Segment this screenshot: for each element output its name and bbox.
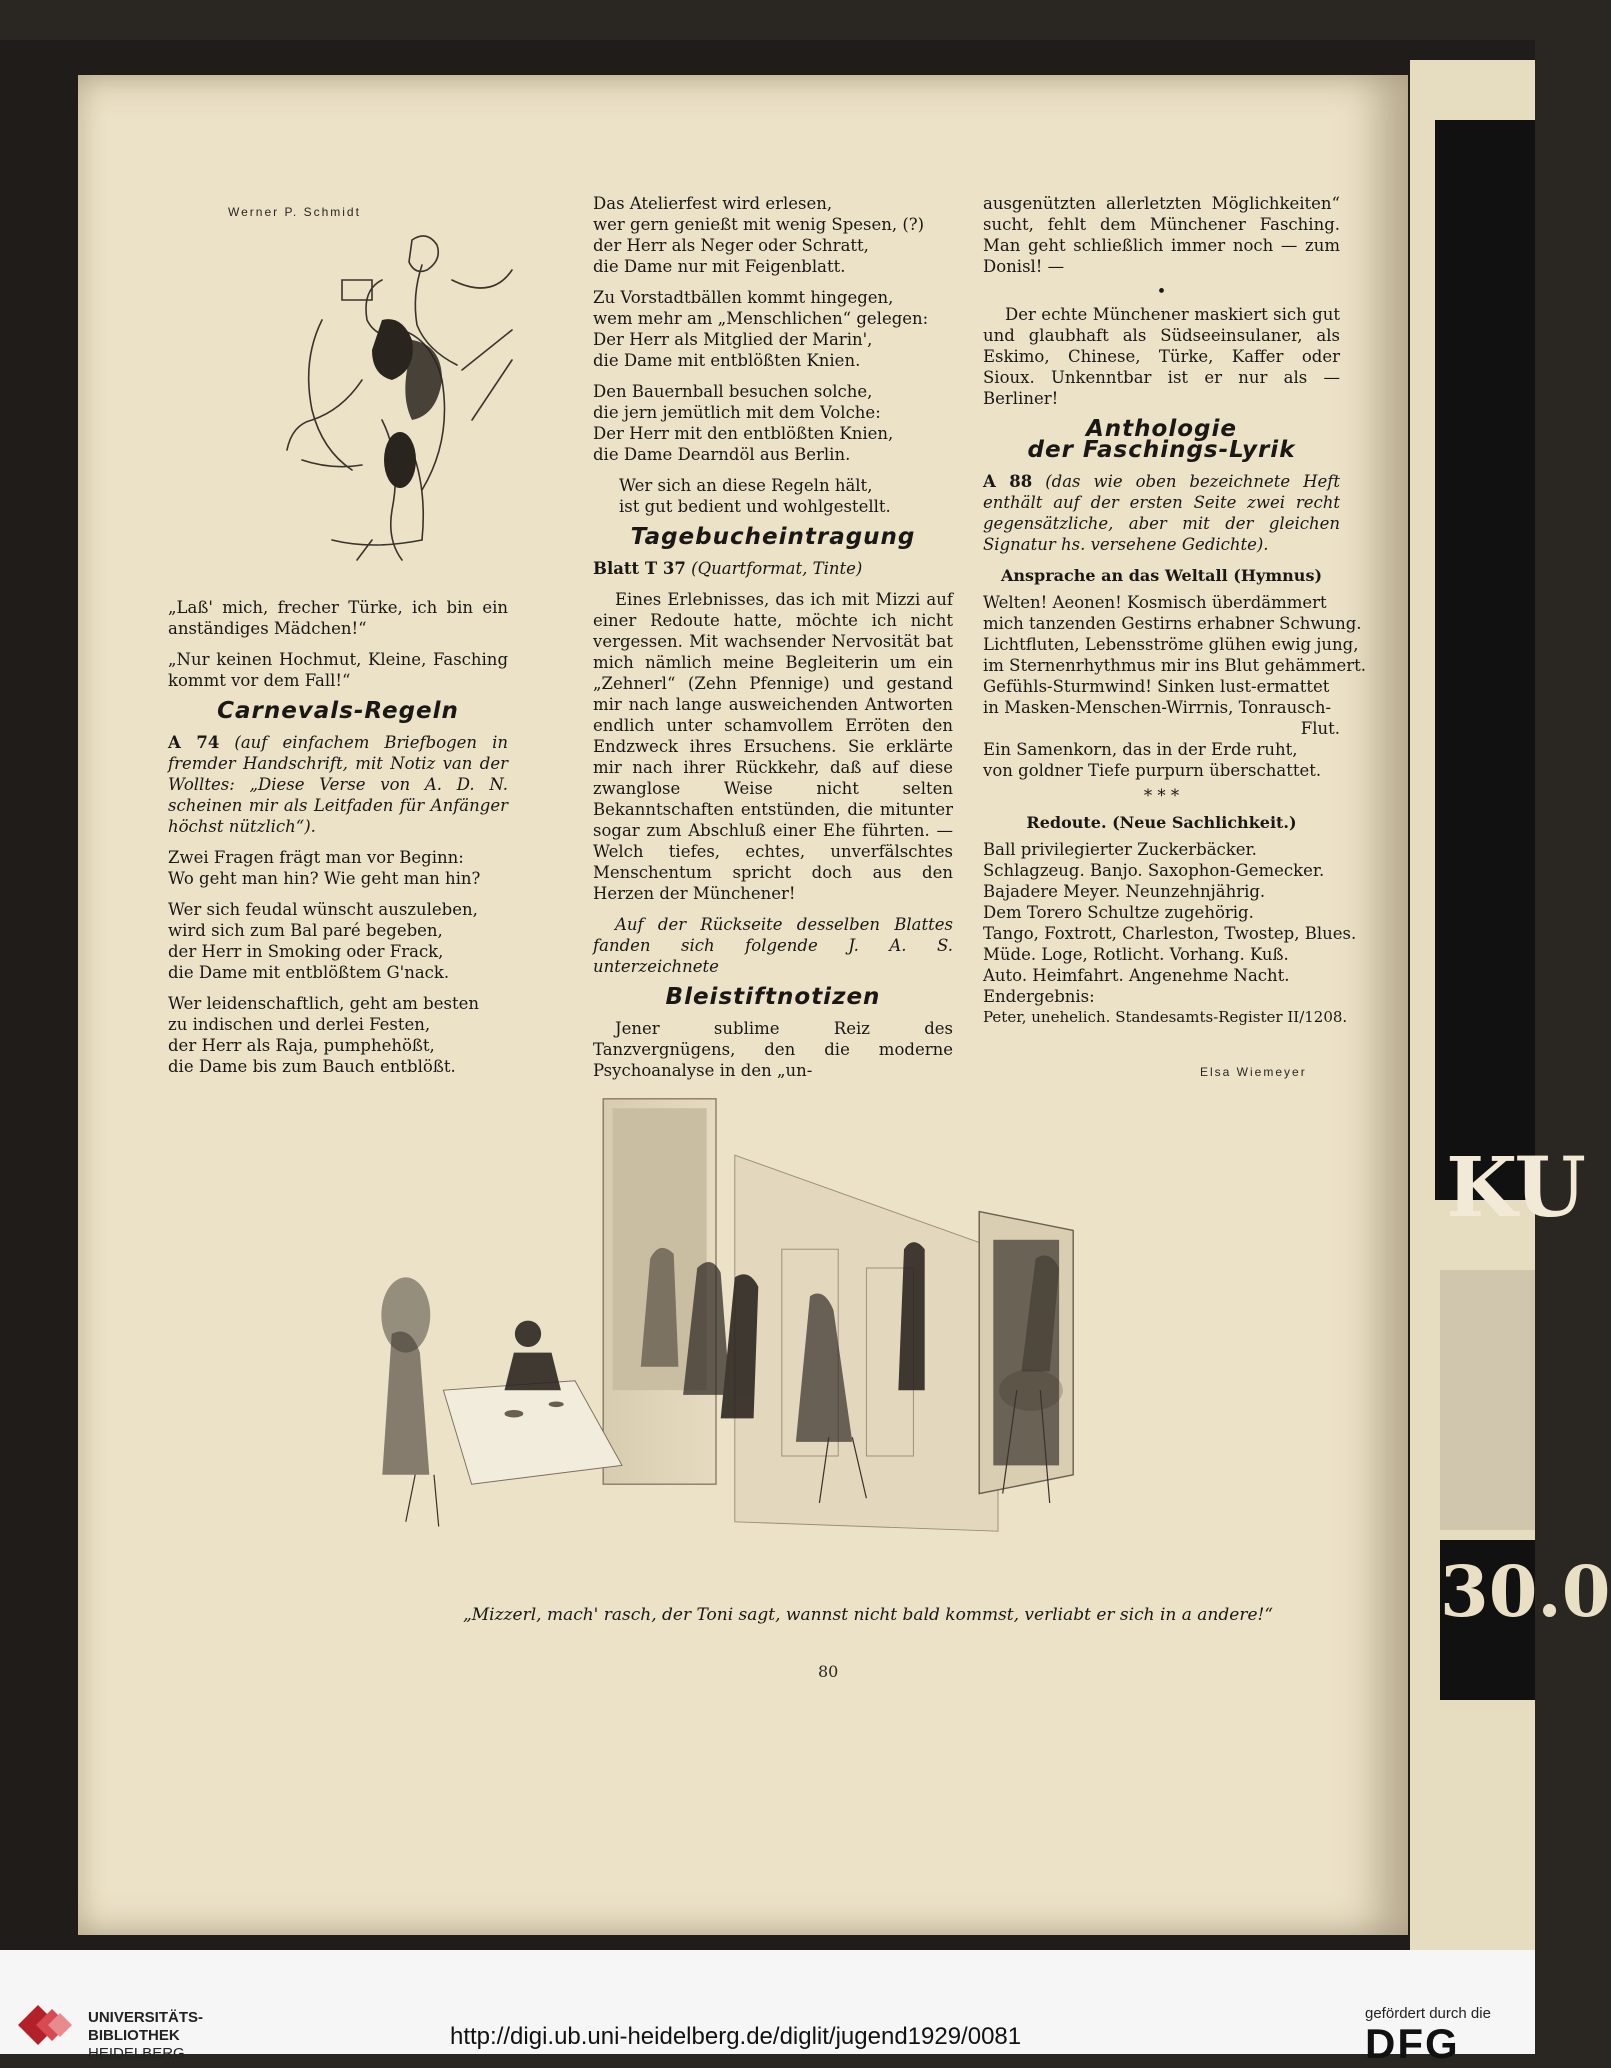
verse-group-3: [593, 381, 953, 465]
artist-credit-left: Werner P. Schmidt: [228, 205, 361, 219]
verse-line: der Herr als Neger oder Schratt,: [593, 236, 869, 255]
poem-line: in Masken-Menschen-Wirrnis, Tonrausch-: [983, 698, 1332, 717]
bullet-separator: •: [1156, 282, 1167, 301]
heading-bleistiftnotizen: Bleistiftnotizen: [665, 984, 881, 1010]
university-name: [88, 2009, 203, 2063]
verse-line: Wer leidenschaftlich, geht am besten: [168, 994, 479, 1013]
poem-line: Peter, unehelich. Standesamts-Register II/1208.: [983, 1008, 1348, 1026]
verse-group-1: [593, 193, 953, 277]
poem-redoute: [983, 839, 1357, 1028]
verse-line: ist gut bedient und wohlgestellt.: [619, 497, 891, 516]
poem-line: Lichtfluten, Lebensströme glühen ewig jung,: [983, 635, 1359, 654]
poem-line: Gefühls-Sturmwind! Sinken lust-ermattet: [983, 677, 1330, 696]
poem-line: mich tanzenden Gestirns erhabner Schwung.: [983, 614, 1362, 633]
verse-line: wem mehr am „Menschlichen“ gelegen:: [593, 309, 929, 328]
heading-carnevals-regeln: Carnevals-Regeln: [217, 698, 459, 724]
artist-credit-right: Elsa Wiemeyer: [1200, 1065, 1307, 1079]
poem-line: Flut.: [1300, 719, 1340, 738]
pencil-notes-prose: Jener sublime Reiz des Tanzvergnügens, den die moderne Psychoanalyse in den „un-: [593, 1019, 953, 1080]
heading-anthologie: Anthologie: [1086, 416, 1237, 442]
university-name-line: HEIDELBERG: [88, 2045, 185, 2062]
reference-a88-note: (das wie oben bezeichnete Heft enthält auf der ersten Seite zwei recht gegensätzliche, aber mit der gleichen Signatur hs. versehene Gedichte).: [983, 472, 1341, 554]
document-url-link[interactable]: http://digi.ub.uni-heidelberg.de/diglit/jugend1929/0081: [450, 2023, 1022, 2050]
column-middle: [593, 193, 953, 1091]
verse-line: wer gern genießt mit wenig Spesen, (?): [593, 215, 925, 234]
verse-line: Wer sich feudal wünscht auszuleben,: [168, 900, 478, 919]
verse-group-2: [593, 287, 953, 371]
poem-line: Bajadere Meyer. Neunzehnjährig.: [983, 882, 1266, 901]
facing-page: [1410, 60, 1611, 1950]
verse-line: Das Atelierfest wird erlesen,: [593, 194, 833, 213]
sketch-caption-quote2: „Nur keinen Hochmut, Kleine, Fasching kommt vor dem Fall!“: [168, 650, 508, 690]
sketch-caption-quote1: „Laß' mich, frecher Türke, ich bin ein anständiges Mädchen!“: [168, 598, 508, 638]
verse-group-3: [168, 993, 508, 1077]
verse-line: die jern jemütlich mit dem Volche:: [593, 403, 881, 422]
facing-date-text: 30.0: [1440, 1550, 1611, 1633]
poem-line: Welten! Aeonen! Kosmisch überdämmert: [983, 593, 1327, 612]
funded-by-label: gefördert durch die: [1365, 2005, 1491, 2022]
verse-line: die Dame nur mit Feigenblatt.: [593, 257, 846, 276]
sketch-illustration-top: [262, 220, 542, 580]
poem-hymnus: [983, 592, 1367, 781]
poem-line: Schlagzeug. Banjo. Saxophon-Gemecker.: [983, 861, 1325, 880]
ballroom-illustration: [310, 1080, 1310, 1550]
scanned-page: [78, 75, 1408, 1935]
heading-faschings-lyrik: der Faschings-Lyrik: [1027, 437, 1296, 463]
university-name-line: UNIVERSITÄTS-: [88, 2009, 204, 2026]
verse-line: der Herr in Smoking oder Frack,: [168, 942, 444, 961]
poem-line: von goldner Tiefe purpurn überschattet.: [983, 761, 1322, 780]
heading-tagebucheintragung: Tagebucheintragung: [630, 524, 916, 550]
verse-line: Zwei Fragen frägt man vor Beginn:: [168, 848, 464, 867]
reference-a74-note: (auf einfachem Briefbogen in fremder Handschrift, mit Notiz van der Wolltes: „Diese Verse von A. D. N. scheinen mir als Leitfaden für Anfänger höchst nützlich“).: [168, 733, 508, 836]
poem-line: Dem Torero Schultze zugehörig.: [983, 903, 1254, 922]
muenchener-prose: Der echte Münchener maskiert sich gut und glaubhaft als Südseeinsulaner, als Eskimo, Chinese, Türke, Kaffer oder Sioux. Unkenntbar ist er nur als — Berliner!: [983, 305, 1340, 408]
page-number: 80: [818, 1662, 839, 1681]
verse-line: Zu Vorstadtbällen kommt hingegen,: [593, 288, 894, 307]
verse-line: die Dame mit entblößtem G'nack.: [168, 963, 450, 982]
pencil-notes-continued: ausgenützten allerletzten Möglichkeiten“ sucht, fehlt dem Münchener Fasching. Man geht schließlich immer noch — zum Donisl! —: [983, 194, 1340, 276]
poem-line: Ein Samenkorn, das in der Erde ruht,: [983, 740, 1298, 759]
reference-a74: A 74: [168, 733, 220, 752]
diary-note: Auf der Rückseite desselben Blattes fanden sich folgende J. A. S. unterzeichnete: [593, 915, 953, 976]
poem-line: Auto. Heimfahrt. Angenehme Nacht.: [983, 966, 1290, 985]
verse-line: der Herr als Raja, pumphehößt,: [168, 1036, 435, 1055]
poem-title-redoute: Redoute. (Neue Sachlichkeit.): [1026, 813, 1297, 832]
university-name-line: BIBLIOTHEK: [88, 2027, 180, 2044]
dfg-logo[interactable]: DFG: [1365, 2020, 1460, 2067]
poem-line: Ball privilegierter Zuckerbäcker.: [983, 840, 1257, 859]
stars-separator: * * *: [1143, 786, 1180, 805]
verse-line: die Dame Dearndöl aus Berlin.: [593, 445, 851, 464]
poem-line: Müde. Loge, Rotlicht. Vorhang. Kuß.: [983, 945, 1289, 964]
verse-line: Den Bauernball besuchen solche,: [593, 382, 873, 401]
verse-line: wird sich zum Bal paré begeben,: [168, 921, 443, 940]
reference-a88: A 88: [983, 472, 1033, 491]
verse-line: Der Herr als Mitglied der Marin',: [593, 330, 873, 349]
reference-t37: Blatt T 37: [593, 559, 686, 578]
poem-line: Endergebnis:: [983, 987, 1095, 1006]
verse-line: Wo geht man hin? Wie geht man hin?: [168, 869, 481, 888]
poem-line: Tango, Foxtrott, Charleston, Twostep, Blues.: [983, 924, 1357, 943]
verse-group-4: [593, 475, 953, 517]
poem-line: im Sternenrhythmus mir ins Blut gehämmert.: [983, 656, 1367, 675]
diary-prose: Eines Erlebnisses, das ich mit Mizzi auf einer Redoute hatte, möchte ich nicht vergessen. Mit wachsender Nervosität bat mich nämlich meine Begleiterin um ein „Zehnerl“ (Zehn Pfennige) und gestand mir nach lange ausweichenden Antworten endlich unter schamvollem Erröten den Endzweck ihres Ersuchens. Sie erklärte mir nach ihrer Rückkehr, daß auf diese zwanglose Weise nicht selten Bekanntschaften entstünden, die mitunter sogar zum Abschluß einer Ehe führten. — Welch tiefes, echtes, unverfälschtes Menschentum spricht doch aus den Herzen der Münchener!: [593, 590, 953, 903]
verse-group-1: [168, 847, 508, 889]
facing-big-text: KU: [1446, 1140, 1586, 1236]
verse-line: Wer sich an diese Regeln hält,: [619, 476, 873, 495]
verse-line: Der Herr mit den entblößten Knien,: [593, 424, 894, 443]
column-right: [983, 193, 1367, 1038]
verse-line: die Dame mit entblößten Knien.: [593, 351, 861, 370]
poem-title-hymnus: Ansprache an das Weltall (Hymnus): [1000, 566, 1323, 585]
verse-group-2: [168, 899, 508, 983]
university-logo-icon[interactable]: [18, 2005, 78, 2045]
verse-line: die Dame bis zum Bauch entblößt.: [168, 1057, 456, 1076]
verse-line: zu indischen und derlei Festen,: [168, 1015, 431, 1034]
reference-t37-note: (Quartformat, Tinte): [691, 559, 863, 578]
column-left: [168, 597, 508, 1087]
illustration-caption: „Mizzerl, mach' rasch, der Toni sagt, wannst nicht bald kommst, verliabt er sich in a andere!“: [462, 1605, 1274, 1625]
